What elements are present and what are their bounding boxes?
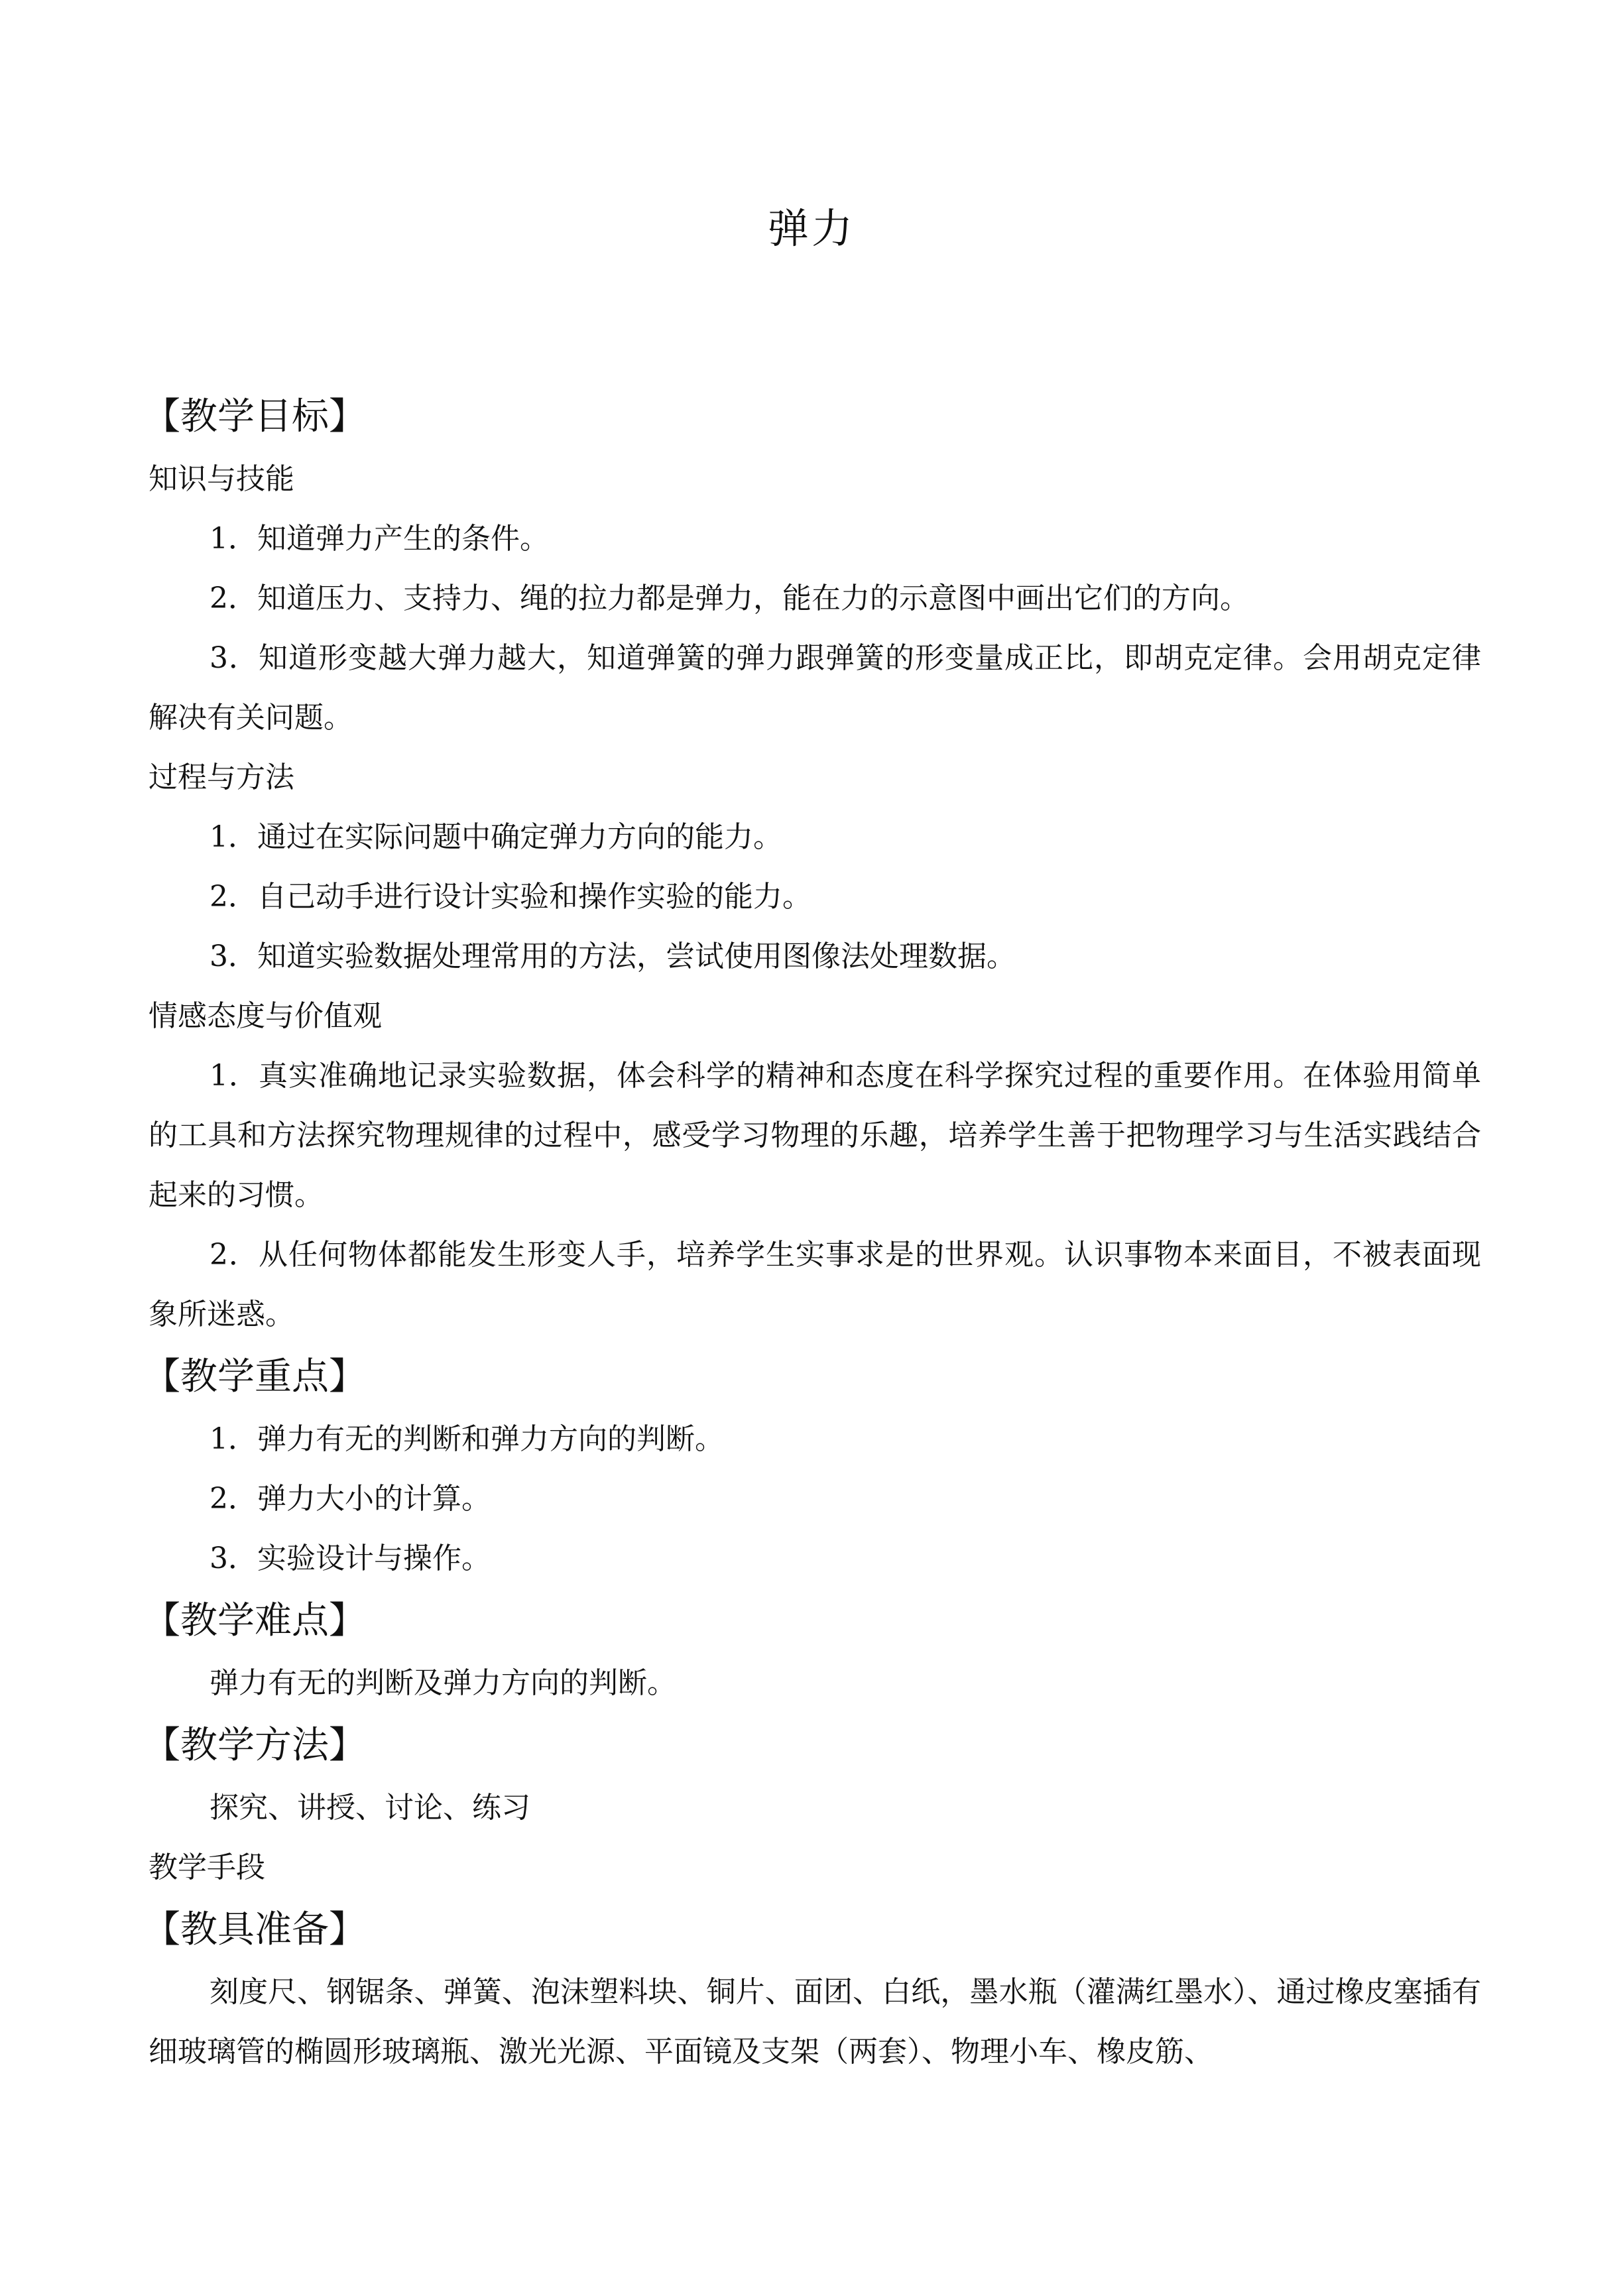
page-title: 弹力 — [767, 204, 855, 253]
list-item: 2．知道压力、支持力、绳的拉力都是弹力，能在力的示意图中画出它们的方向。 — [210, 581, 1249, 615]
subheading-process: 过程与方法 — [149, 760, 294, 794]
list-item: 2．自己动手进行设计实验和操作实验的能力。 — [210, 880, 812, 914]
section-heading-equipment: 【教具准备】 — [143, 1908, 366, 1951]
methods-text: 探究、讲授、讨论、练习 — [210, 1791, 530, 1825]
subheading-attitude: 情感态度与价值观 — [149, 999, 382, 1033]
subheading-knowledge: 知识与技能 — [149, 462, 294, 496]
list-item: 2．弹力大小的计算。 — [210, 1482, 491, 1516]
section-heading-methods: 【教学方法】 — [143, 1724, 366, 1767]
list-item: 1．通过在实际问题中确定弹力方向的能力。 — [210, 820, 782, 854]
list-item: 3．实验设计与操作。 — [210, 1541, 491, 1575]
list-item: 1．真实准确地记录实验数据，体会科学的精神和态度在科学探究过程的重要作用。在体验用简单的工具和方法探究物理规律的过程中，感受学习物理的乐趣，培养学生善于把物理学习与生活实践结合起来的习惯。 — [149, 1059, 1481, 1212]
equipment-text: 刻度尺、钢锯条、弹簧、泡沫塑料块、铜片、面团、白纸，墨水瓶（灌满红墨水）、通过橡皮塞插有细玻璃管的椭圆形玻璃瓶、激光光源、平面镜及支架（两套）、物理小车、橡皮筋、 — [149, 1975, 1481, 2069]
document-body — [143, 385, 1481, 2082]
section-heading-objectives: 【教学目标】 — [143, 395, 366, 438]
section-heading-key-points: 【教学重点】 — [143, 1355, 366, 1398]
subheading-means: 教学手段 — [149, 1850, 265, 1884]
list-item: 1．知道弹力产生的条件。 — [210, 522, 549, 556]
list-item: 2．从任何物体都能发生形变人手，培养学生实事求是的世界观。认识事物本来面目，不被表面现象所迷惑。 — [149, 1238, 1481, 1331]
list-item: 3．知道实验数据处理常用的方法，尝试使用图像法处理数据。 — [210, 939, 1016, 973]
section-heading-difficulties: 【教学难点】 — [143, 1599, 366, 1642]
list-item: 1．弹力有无的判断和弹力方向的判断。 — [210, 1422, 724, 1456]
list-item: 3．知道形变越大弹力越大，知道弹簧的弹力跟弹簧的形变量成正比，即胡克定律。会用胡克定律解决有关问题。 — [149, 641, 1481, 735]
difficulties-text: 弹力有无的判断及弹力方向的判断。 — [210, 1666, 676, 1700]
